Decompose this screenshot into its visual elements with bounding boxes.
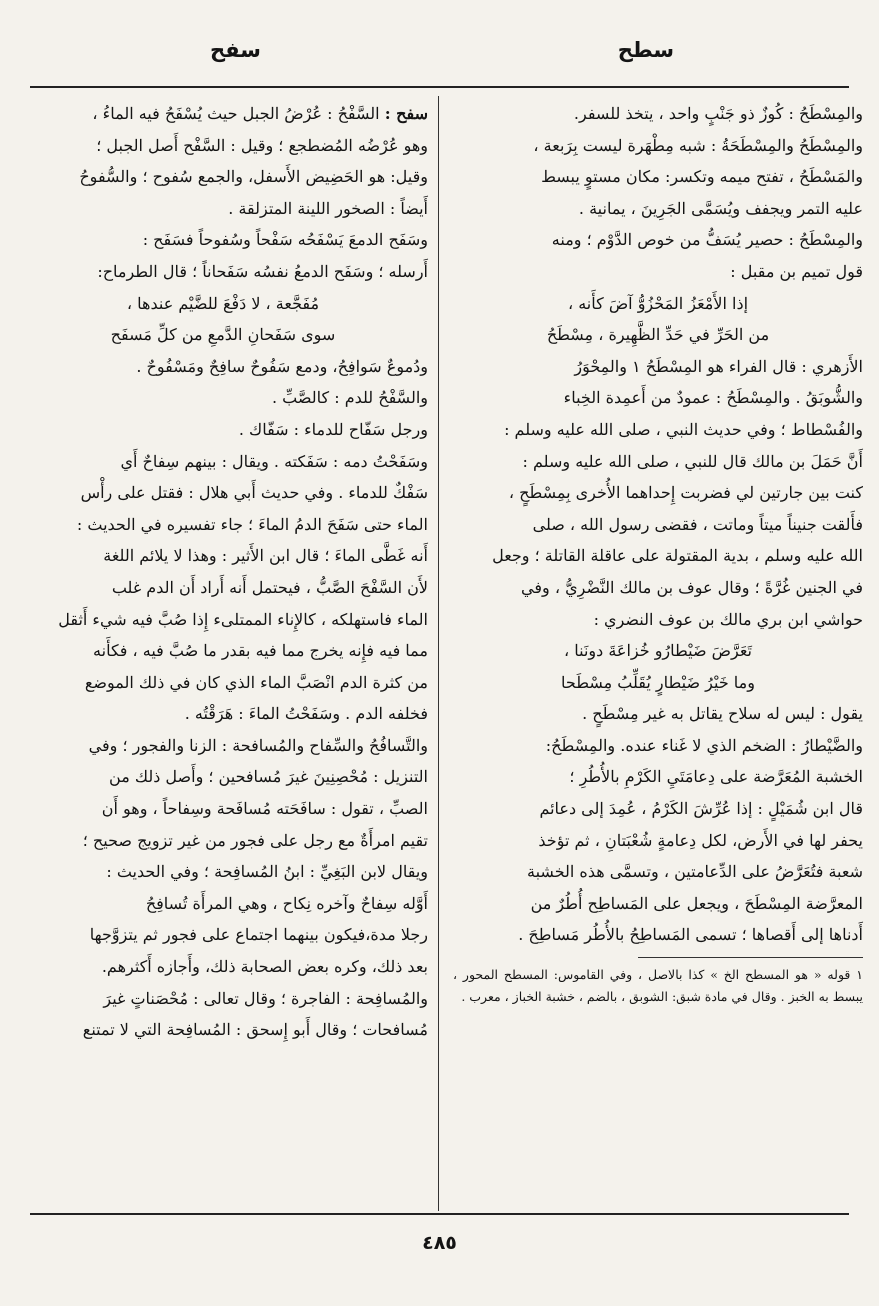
text-line: أَدناها إلى أَقصاها ؛ تسمى المَساطِحُ بالأُطُر مَساطِحَ . <box>518 925 863 945</box>
verse-line: مُفَجَّعة ، لا دَفْعَ للضَّيْم عندها ، <box>126 293 320 313</box>
text-line: والسَّفْحُ للدم : كالصَّبِّ . <box>272 388 428 408</box>
footnote: ١ قوله « هو المسطح الخ » كذا بالاصل ، وفي القاموس: المسطح المحور ، يبسط به الخبز . وقال في مادة شبق: الشوبق ، بالضم ، خشبة الخباز ، معرب . <box>453 967 863 1005</box>
verse-line: تَعَرَّضَ ضَيْطارُو خُزاعَةَ دونَنا ، <box>563 641 752 661</box>
text-line: مما فيه فإِنه يخرج مما فيه بقدر ما صُبَّ فيه ، فكأَنه <box>93 641 428 661</box>
right-verse-1 <box>453 288 863 351</box>
text-line: التنزيل : مُحْصِنِينَ غيرَ مُسافحين ؛ وأَصل ذلك من <box>109 767 428 787</box>
left-column <box>18 98 428 1046</box>
entry-head-safh: سفح : <box>384 104 428 123</box>
text-line: ودُموعٌ سَوافِحُ، ودمع سَفُوحٌ سافِحٌ ومَسْفُوحٌ . <box>136 356 428 376</box>
text-line: الخشبة المُعَرَّضة على دِعامَتَيِ الكَرْمِ بالأُطُرِ ؛ <box>569 767 863 787</box>
text-line: أَوَّله سِفاحٌ وآخره نِكاح ، وهي المرأَة تُسافِحُ <box>145 893 428 913</box>
text-line: ورجل سَفّاح للدماء : سَفّاك . <box>238 419 428 439</box>
text-line: فأَلقت جنيناً ميتاً وماتت ، فقضى رسول الله ، صلى <box>532 514 863 534</box>
left-verse-1 <box>18 288 428 351</box>
verse-line: من الحَرِّ في حَدِّ الظَّهِيرة ، مِسْطَحُ <box>546 325 770 345</box>
text-line: الأَزهري : قال الفراء هو المِسْطَحُ ١ والمِحْوَرُ <box>574 356 863 376</box>
text-line: الصبِّ ، تقول : سافَحَته مُسافَحة وسِفاحاً ، وهو أَن <box>101 799 428 819</box>
text-line: عليه التمر ويجفف ويُسَمَّى الجَرِينَ ، يمانية . <box>578 198 863 218</box>
text-line: من كثرة الدم انْصَبَّ الماء الذي كان في ذلك الموضع <box>84 672 428 692</box>
verse-line: إذا الأَمْعَزُ المَحْزُوُّ آضَ كأَنه ، <box>567 293 749 313</box>
text-line: يحفر لها في الأَرض، لكل دِعامةٍ شُعْبَتانِ ، ثم تؤخذ <box>538 830 863 850</box>
text-line: الماء حتى سَفَحَ الدمُ الماءَ ؛ جاء تفسيره في الحديث : <box>76 514 428 534</box>
text-line: وسَفَح الدمعَ يَسْفَحُه سَفْحاً وسُفوحاً فسَفَح : <box>142 230 428 250</box>
column-divider <box>438 96 439 1211</box>
right-entry-body-3 <box>453 698 863 951</box>
text-line: وسَفَحْتُ دمه : سَفَكته . ويقال : بينهم سِفاحٌ أَي <box>120 451 428 471</box>
text-line: يقول : ليس له سلاح يقاتل به غير مِسْطَحٍ . <box>582 704 863 724</box>
left-entry-body <box>18 130 428 288</box>
header-root-left: سفح <box>210 38 261 62</box>
text-line: شعبة فتُعَرَّضُ على الدِّعامتين ، وتسمَّى هذه الخشبة <box>527 862 863 882</box>
right-entry-body <box>453 98 863 288</box>
text-line: أَنه غَطَّى الماءَ ؛ قال ابن الأَثير : وهذا لا يلائم اللغة <box>103 546 428 566</box>
text-line: الله عليه وسلم ، بدية المقتولة على عاقلة القاتلة ؛ وجعل <box>492 546 863 566</box>
text-line: مُسافحات ؛ وقال أَبو إِسحق : المُسافِحة التي لا تمتنع <box>82 1020 428 1040</box>
left-entry-body-2 <box>18 351 428 1046</box>
verse-line: وما خَيْرُ ضَيْطارٍ يُقَلِّبُ مِسْطَحا <box>561 672 755 692</box>
text-line: بعد ذلك، وكره بعض الصحابة ذلك، وأَجازه أَكثرهم. <box>101 957 428 977</box>
text-line: كنت بين جارتين لي فضربت إِحداهما الأُخرى بِمِسْطَحٍ ، <box>508 483 863 503</box>
text-line: قال ابن شُمَيْلٍ : إذا عُرِّشَ الكَرْمُ ، عُمِدَ إلى دعائم <box>539 799 863 819</box>
text-line: والمِسْطَحُ والمِسْطَحَةُ : شبه مِطْهَرة ليست بِرَبعة ، <box>533 135 863 155</box>
text-line: والمَسْطَحُ ، تفتح ميمه وتكسر: مكان مستوٍ يبسط <box>541 167 863 187</box>
text-line: الماء فاستهلكه ، كالإِناء الممتلىء إِذا صُبَّ فيه شيء أَثقل <box>58 609 428 629</box>
right-verse-2 <box>453 635 863 698</box>
text-line: وهو عُرْضُه المُضطجع ؛ وقيل : السَّفْح أَصل الجبل ؛ <box>96 135 428 155</box>
footer-rule <box>30 1213 849 1215</box>
text-line: وقيل: هو الحَضِيض الأَسفل، والجمع سُفوح ؛ والسُّفوحُ <box>79 167 428 187</box>
text-line: والمِسْطَحُ : حصير يُسَفُّ من خوص الدَّوْم ؛ ومنه <box>551 230 863 250</box>
text-line: لأَن السَّفْحَ الصَّبُّ ، فيحتمل أَنه أَراد أَن الدم غلب <box>111 577 428 597</box>
left-first-line <box>18 98 428 130</box>
text-line: والمُسافِحة : الفاجرة ؛ وقال تعالى : مُحْصَناتٍ غيرَ <box>103 988 428 1008</box>
text-line: حواشي ابن بري مالك بن عوف النضري : <box>593 609 863 629</box>
text-line: قول تميم بن مقبل : <box>730 261 863 281</box>
header-root-right: سطح <box>617 38 674 62</box>
text-line: ويقال لابن البَغِيِّ : ابنُ المُسافِحة ؛ وفي الحديث : <box>106 862 428 882</box>
footnote-rule <box>638 957 864 958</box>
text-line: والتَّسافُحُ والسِّفاح والمُسافحة : الزنا والفجور ؛ وفي <box>88 735 428 755</box>
text-line: تقيم امرأَةٌ مع رجل على فجور من غير تزويج صحيح ؛ <box>82 830 428 850</box>
text-line: أَنَّ حَمَلَ بن مالك قال للنبي ، صلى الله عليه وسلم : <box>522 451 863 471</box>
text-line: سَفْكٌ للدماء . وفي حديث أَبي هلال : فقتل على رأْس <box>80 483 428 503</box>
header-rule <box>30 86 849 88</box>
text-line: فخلفه الدم . وسَفَحْتُ الماءَ : هَرَقْتُه . <box>184 704 428 724</box>
text-line: أَرسله ؛ وسَفَح الدمعُ نفسُه سَفَحاناً ؛ قال الطرماح: <box>97 261 428 281</box>
left-first-text: السَّفْحُ : عُرْضُ الجبل حيث يُسْفَحُ فيه الماءُ ، <box>92 104 380 123</box>
page-number: ٤٨٥ <box>422 1232 457 1254</box>
text-line: في الجنين غُرَّةً ؛ وقال عوف بن مالك النَّضْرِيُّ ، وفي <box>521 577 863 597</box>
right-entry-body-2 <box>453 351 863 635</box>
text-line: والضَّيْطارُ : الضخم الذي لا غَناء عنده. والمِسْطَحُ: <box>545 735 863 755</box>
verse-line: سوى سَفَحانِ الدَّمعِ من كلِّ مَسفَح <box>110 325 336 345</box>
text-line: والمِسْطَحُ : كُوزٌ ذو جَنْبٍ واحد ، يتخذ للسفر. <box>573 104 863 123</box>
text-line: والشُّوبَقُ . والمِسْطَحُ : عمودٌ من أَعمِدة الخِباء <box>563 388 863 408</box>
text-line: أَيضاً : الصخور اللينة المتزلقة . <box>228 198 428 218</box>
text-line: رجلا مدة،فيكون بينهما اجتماع على فجور ثم يتزوَّجها <box>89 925 428 945</box>
text-line: المعرَّضة المِسْطَحَ ، ويجعل على المَساطِح أُطُرٌ من <box>530 893 863 913</box>
text-line: والفُسْطاط ؛ وفي حديث النبي ، صلى الله عليه وسلم : <box>504 419 863 439</box>
right-column <box>453 98 863 1008</box>
